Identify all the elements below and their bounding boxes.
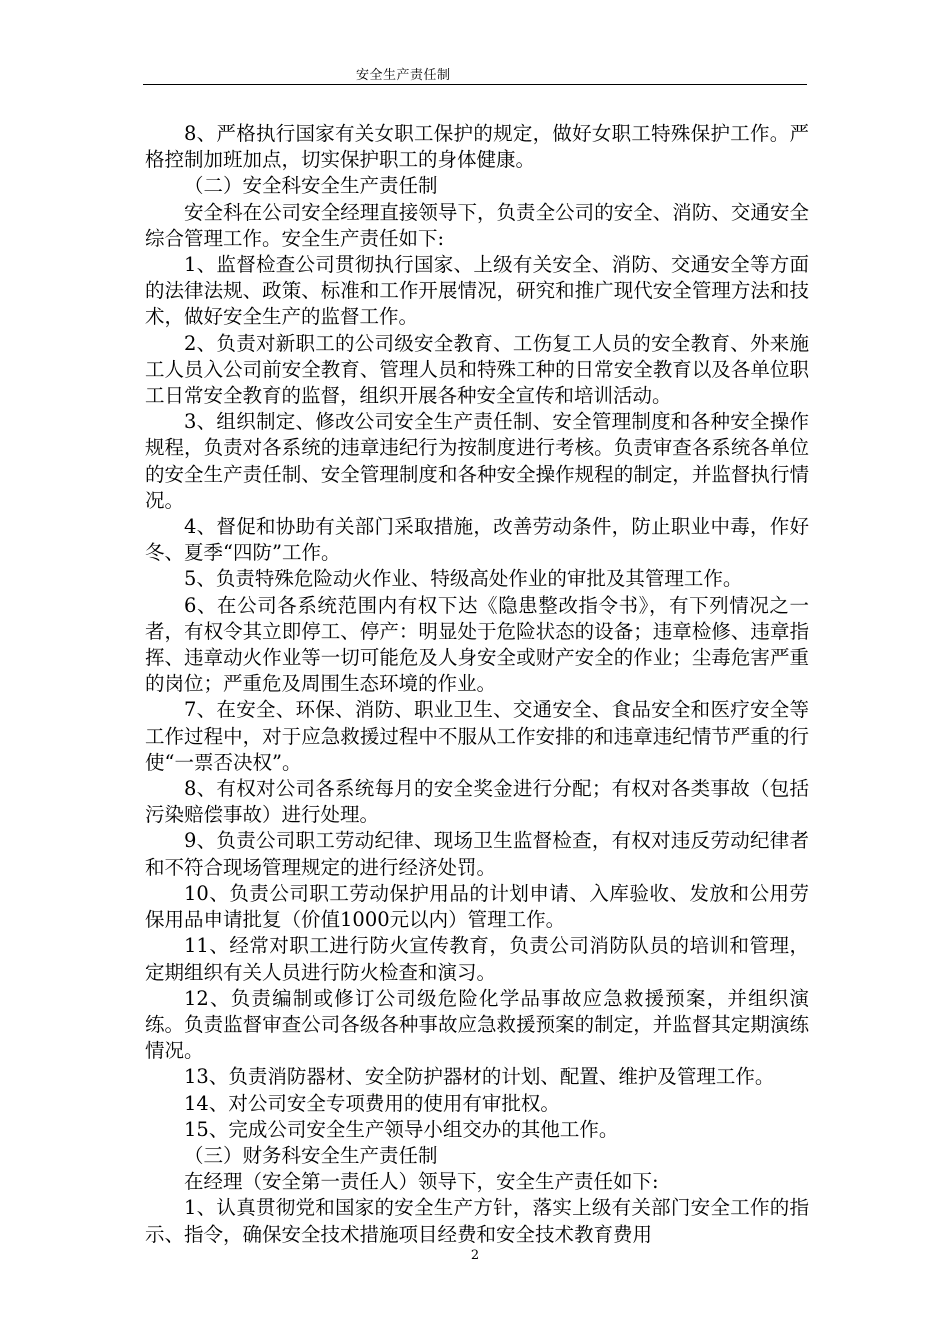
paragraph: 在经理（安全第一责任人）领导下，安全生产责任如下:: [184, 1170, 659, 1194]
paragraph: 9、负责公司职工劳动纪律、现场卫生监督检查，有权对违反劳动纪律者和不符合现场管理规定的进行经济处罚。: [145, 829, 809, 879]
paragraph: 3、组织制定、修改公司安全生产责任制、安全管理制度和各种安全操作规程，负责对各系统的违章违纪行为按制度进行考核。负责审查各系统各单位的安全生产责任制、安全管理制度和各种安全操作规程的制定，并监督执行情况。: [145, 410, 809, 512]
paragraph: 7、在安全、环保、消防、职业卫生、交通安全、食品安全和医疗安全等工作过程中，对于应急救援过程中不服从工作安排的和违章违纪情节严重的行使“一票否决权”。: [145, 698, 809, 774]
paragraph: 安全科在公司安全经理直接领导下，负责全公司的安全、消防、交通安全综合管理工作。安全生产责任如下:: [145, 200, 809, 250]
section-heading: （三）财务科安全生产责任制: [184, 1143, 438, 1167]
page-header-title: 安全生产责任制: [356, 68, 451, 83]
paragraph: 1、认真贯彻党和国家的安全生产方针，落实上级有关部门安全工作的指示、指令，确保安全技术措施项目经费和安全技术教育费用: [145, 1196, 809, 1246]
page-number: 2: [470, 1248, 480, 1263]
paragraph: 11、经常对职工进行防火宣传教育，负责公司消防队员的培训和管理，定期组织有关人员进行防火检查和演习。: [145, 934, 809, 984]
paragraph: 14、对公司安全专项费用的使用有审批权。: [184, 1091, 560, 1115]
paragraph: 10、负责公司职工劳动保护用品的计划申请、入库验收、发放和公用劳保用品申请批复（价值1000元以内）管理工作。: [145, 881, 809, 932]
paragraph: 1、监督检查公司贯彻执行国家、上级有关安全、消防、交通安全等方面的法律法规、政策、标准和工作开展情况，研究和推广现代安全管理方法和技术，做好安全生产的监督工作。: [145, 253, 809, 329]
paragraph: 4、督促和协助有关部门采取措施，改善劳动条件，防止职业中毒，作好冬、夏季“四防”工作。: [145, 515, 809, 565]
paragraph: 8、有权对公司各系统每月的安全奖金进行分配；有权对各类事故（包括污染赔偿事故）进行处理。: [145, 777, 809, 827]
paragraph: 5、负责特殊危险动火作业、特级高处作业的审批及其管理工作。: [184, 567, 743, 591]
paragraph: 12、负责编制或修订公司级危险化学品事故应急救援预案，并组织演练。负责监督审查公司各级各种事故应急救援预案的制定，并监督其定期演练情况。: [145, 986, 809, 1063]
document-body: [145, 121, 809, 1248]
paragraph: 13、负责消防器材、安全防护器材的计划、配置、维护及管理工作。: [184, 1065, 775, 1089]
section-heading: （二）安全科安全生产责任制: [184, 174, 438, 198]
paragraph: 2、负责对新职工的公司级安全教育、工伤复工人员的安全教育、外来施工人员入公司前安全教育、管理人员和特殊工种的日常安全教育以及各单位职工日常安全教育的监督，组织开展各种安全宣传和培训活动。: [145, 331, 809, 408]
paragraph: 15、完成公司安全生产领导小组交办的其他工作。: [184, 1117, 619, 1141]
paragraph: 8、严格执行国家有关女职工保护的规定，做好女职工特殊保护工作。严格控制加班加点，切实保护职工的身体健康。: [145, 122, 809, 172]
paragraph: 6、在公司各系统范围内有权下达《隐患整改指令书》，有下列情况之一者，有权令其立即停工、停产：明显处于危险状态的设备；违章检修、违章指挥、违章动火作业等一切可能危及人身安全或财产安全的作业；尘毒危害严重的岗位；严重危及周围生态环境的作业。: [145, 593, 809, 696]
header-rule: [143, 84, 807, 85]
